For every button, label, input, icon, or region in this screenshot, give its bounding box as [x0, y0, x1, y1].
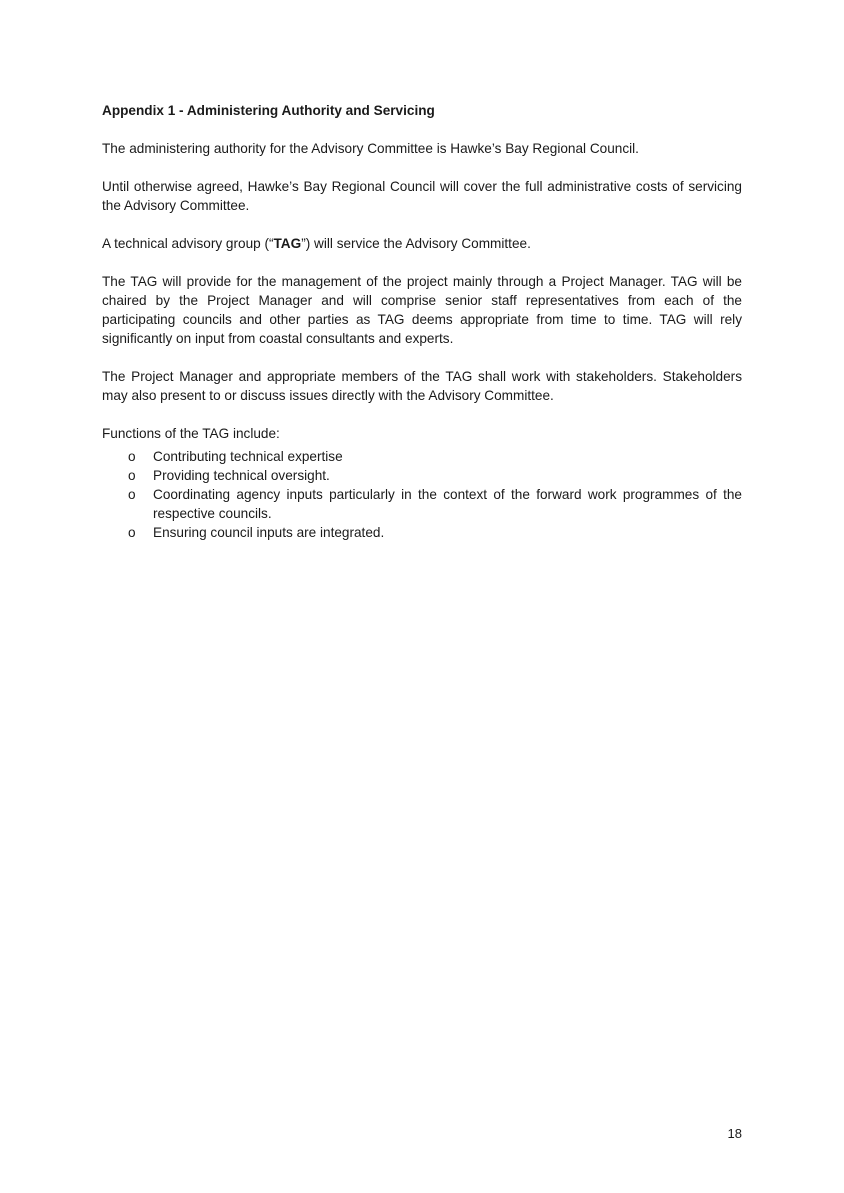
list-item-text: Contributing technical expertise	[153, 449, 343, 464]
page-content	[102, 101, 742, 542]
tag-definition-suffix: ”) will service the Advisory Committee.	[301, 236, 531, 251]
list-item-text: Ensuring council inputs are integrated.	[153, 525, 385, 540]
list-item-text: Coordinating agency inputs particularly in the context of the forward work programmes of the respective councils.	[153, 487, 742, 521]
bullet-icon: o	[128, 449, 136, 464]
paragraph-tag-definition	[102, 234, 742, 253]
paragraph-tag-management: The TAG will provide for the management of the project mainly through a Project Manager. TAG will be chaired by the Project Manager and will comprise senior staff representatives from each of the participating councils and other parties as TAG deems appropriate from time to time. TAG will rely significantly on input from coastal consultants and experts.	[102, 274, 742, 346]
paragraph-administrative-costs: Until otherwise agreed, Hawke’s Bay Regional Council will cover the full administrative costs of servicing the Advisory Committee.	[102, 179, 742, 213]
page-number: 18	[727, 1126, 742, 1141]
list-item-text: Providing technical oversight.	[153, 468, 330, 483]
list-item	[102, 447, 742, 466]
paragraph-administering-authority: The administering authority for the Advisory Committee is Hawke’s Bay Regional Council.	[102, 141, 639, 156]
appendix-heading: Appendix 1 - Administering Authority and Servicing	[102, 103, 435, 118]
paragraph-stakeholders: The Project Manager and appropriate members of the TAG shall work with stakeholders. Stakeholders may also present to or discuss issues directly with the Advisory Committee.	[102, 369, 742, 403]
list-item	[102, 485, 742, 523]
paragraph-functions-intro: Functions of the TAG include:	[102, 426, 280, 441]
list-item	[102, 523, 742, 542]
bullet-icon: o	[128, 487, 136, 502]
bullet-icon: o	[128, 468, 136, 483]
tag-definition-prefix: A technical advisory group (“	[102, 236, 274, 251]
tag-term: TAG	[273, 236, 302, 251]
list-item	[102, 466, 742, 485]
functions-list	[102, 447, 742, 542]
bullet-icon: o	[128, 525, 136, 540]
